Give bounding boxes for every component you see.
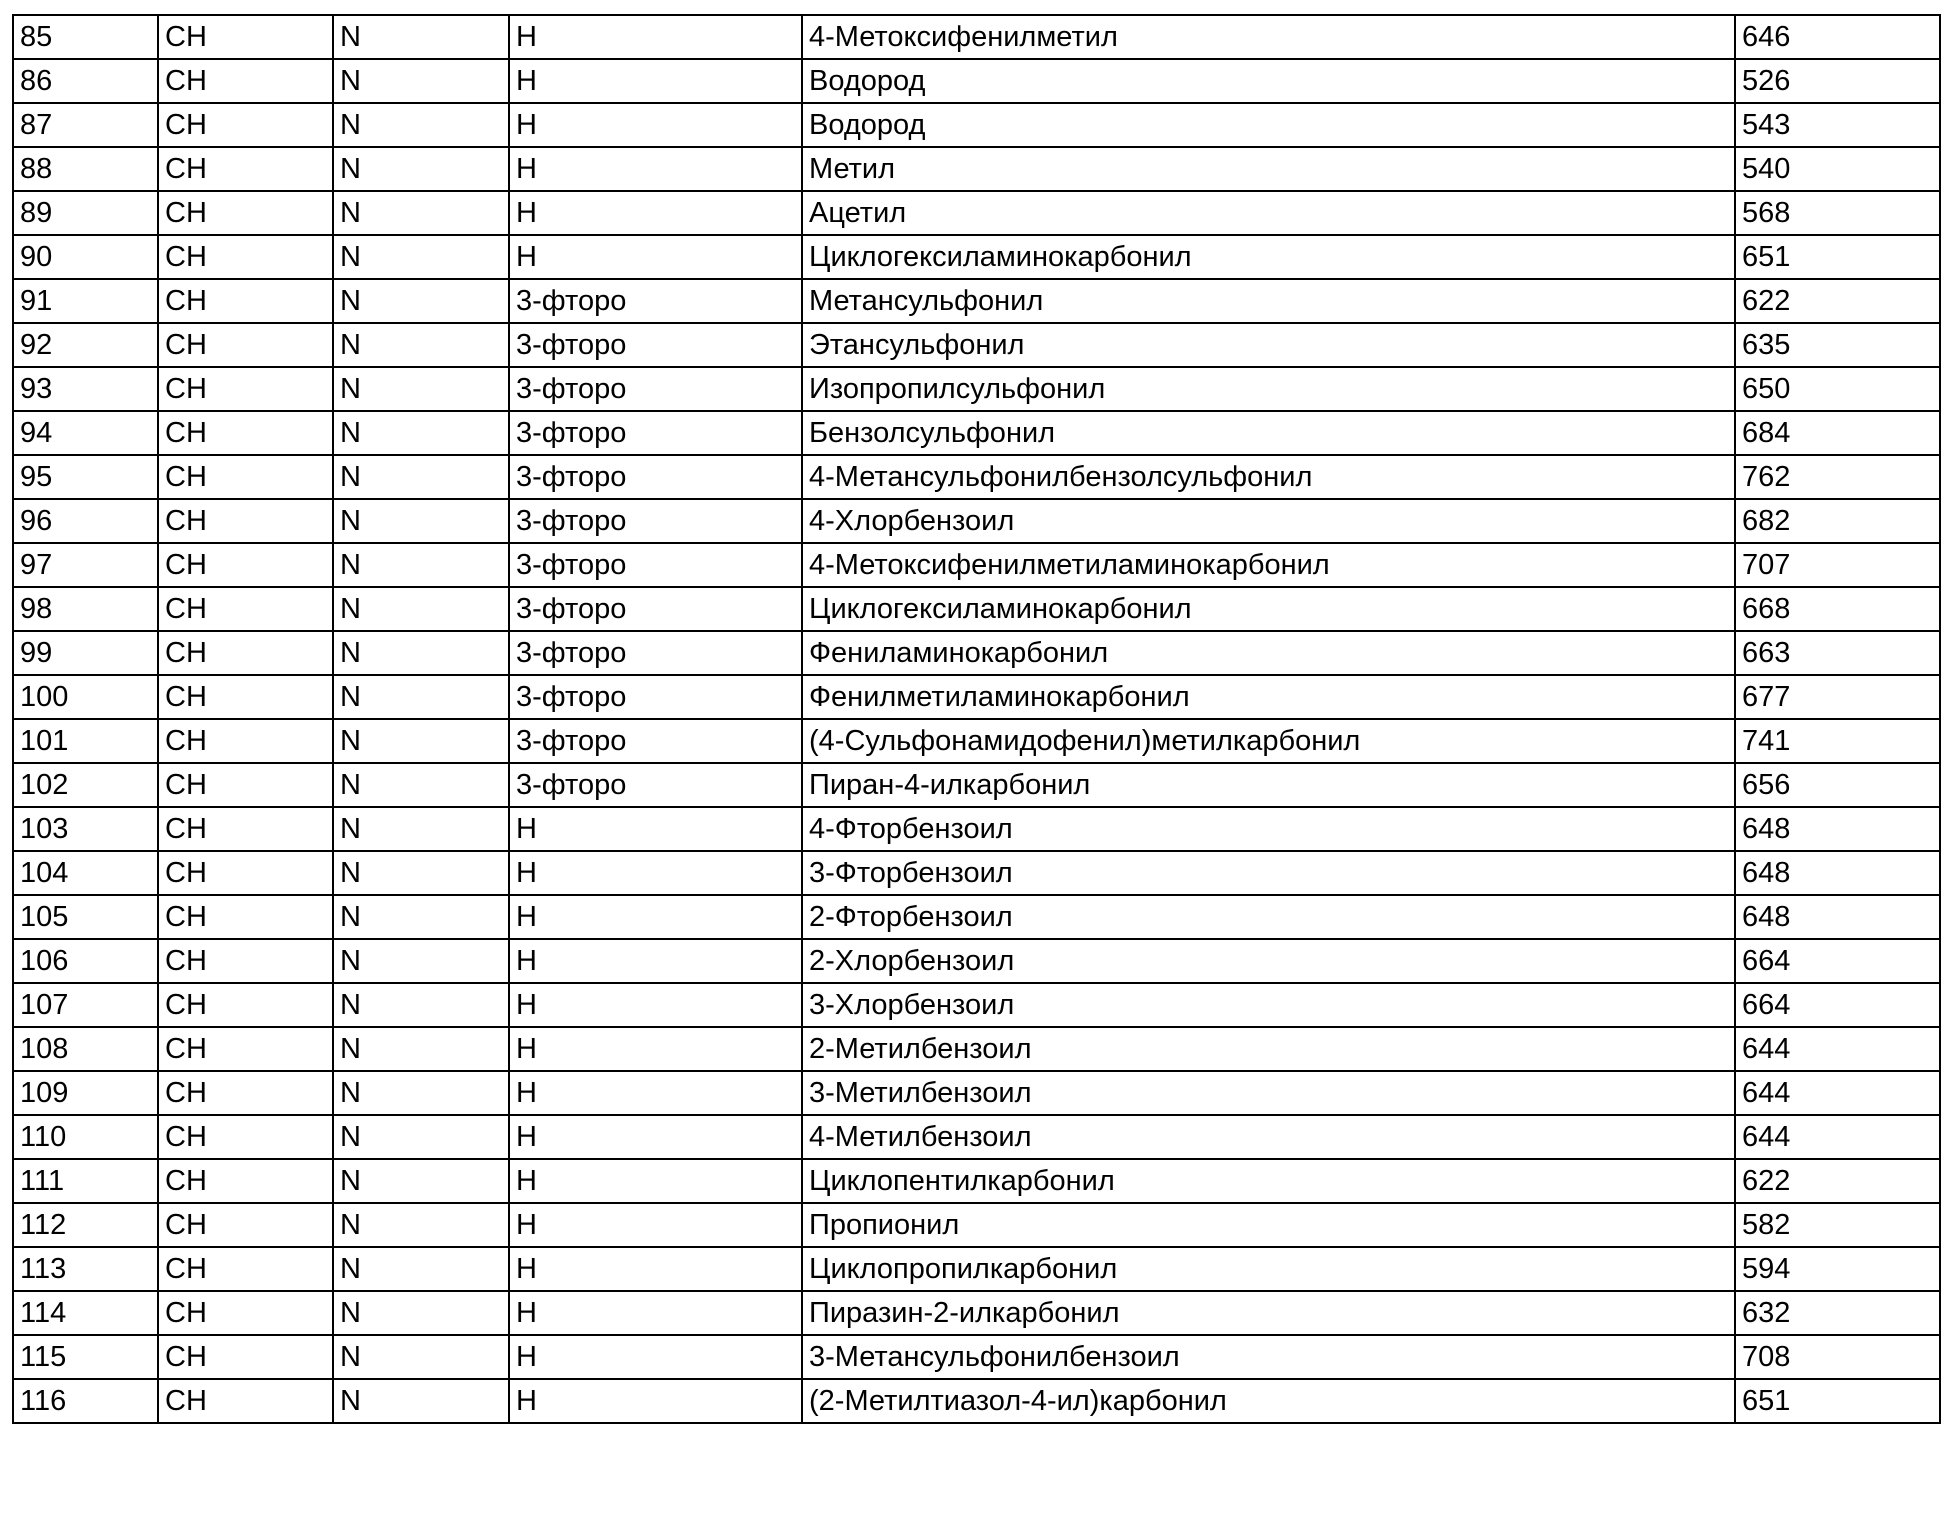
compound-number-cell: 89 — [13, 191, 158, 235]
compound-number-cell: 114 — [13, 1291, 158, 1335]
mass-value-cell: 568 — [1735, 191, 1940, 235]
substituent-r1-cell: H — [509, 851, 802, 895]
compound-number-cell: 97 — [13, 543, 158, 587]
table-row — [13, 279, 1940, 323]
compound-number-cell: 94 — [13, 411, 158, 455]
substituent-r2-cell: 2-Фторбензоил — [802, 895, 1735, 939]
position-y-cell: N — [333, 367, 509, 411]
substituent-r1-cell: H — [509, 1159, 802, 1203]
substituent-r2-cell: Циклопропилкарбонил — [802, 1247, 1735, 1291]
position-x-cell: CH — [158, 323, 333, 367]
substituent-r2-cell: Водород — [802, 103, 1735, 147]
position-x-cell: CH — [158, 807, 333, 851]
position-x-cell: CH — [158, 1379, 333, 1423]
position-x-cell: CH — [158, 983, 333, 1027]
position-x-cell: CH — [158, 675, 333, 719]
table-row — [13, 323, 1940, 367]
position-y-cell: N — [333, 323, 509, 367]
substituent-r1-cell: H — [509, 1115, 802, 1159]
mass-value-cell: 543 — [1735, 103, 1940, 147]
compound-number-cell: 111 — [13, 1159, 158, 1203]
position-y-cell: N — [333, 279, 509, 323]
mass-value-cell: 622 — [1735, 1159, 1940, 1203]
position-x-cell: CH — [158, 1027, 333, 1071]
position-y-cell: N — [333, 763, 509, 807]
substituent-r1-cell: 3-фторо — [509, 763, 802, 807]
mass-value-cell: 651 — [1735, 235, 1940, 279]
mass-value-cell: 594 — [1735, 1247, 1940, 1291]
position-x-cell: CH — [158, 499, 333, 543]
compound-number-cell: 91 — [13, 279, 158, 323]
position-y-cell: N — [333, 103, 509, 147]
substituent-r1-cell: H — [509, 147, 802, 191]
table-row — [13, 587, 1940, 631]
substituent-r1-cell: 3-фторо — [509, 499, 802, 543]
substituent-r2-cell: 2-Хлорбензоил — [802, 939, 1735, 983]
position-x-cell: CH — [158, 631, 333, 675]
table-row — [13, 15, 1940, 59]
mass-value-cell: 635 — [1735, 323, 1940, 367]
compound-number-cell: 85 — [13, 15, 158, 59]
table-row — [13, 1159, 1940, 1203]
position-y-cell: N — [333, 1071, 509, 1115]
mass-value-cell: 708 — [1735, 1335, 1940, 1379]
compound-number-cell: 93 — [13, 367, 158, 411]
compound-number-cell: 105 — [13, 895, 158, 939]
substituent-r1-cell: 3-фторо — [509, 719, 802, 763]
position-y-cell: N — [333, 1027, 509, 1071]
table-row — [13, 191, 1940, 235]
position-y-cell: N — [333, 895, 509, 939]
mass-value-cell: 656 — [1735, 763, 1940, 807]
table-row — [13, 807, 1940, 851]
compound-number-cell: 110 — [13, 1115, 158, 1159]
table-row — [13, 675, 1940, 719]
mass-value-cell: 644 — [1735, 1071, 1940, 1115]
position-x-cell: CH — [158, 1071, 333, 1115]
position-y-cell: N — [333, 1335, 509, 1379]
substituent-r1-cell: H — [509, 1203, 802, 1247]
mass-value-cell: 526 — [1735, 59, 1940, 103]
table-row — [13, 499, 1940, 543]
mass-value-cell: 644 — [1735, 1027, 1940, 1071]
compound-number-cell: 108 — [13, 1027, 158, 1071]
table-row — [13, 1247, 1940, 1291]
substituent-r2-cell: Пропионил — [802, 1203, 1735, 1247]
position-x-cell: CH — [158, 895, 333, 939]
substituent-r1-cell: 3-фторо — [509, 279, 802, 323]
mass-value-cell: 632 — [1735, 1291, 1940, 1335]
position-x-cell: CH — [158, 1247, 333, 1291]
position-x-cell: CH — [158, 147, 333, 191]
substituent-r1-cell: H — [509, 895, 802, 939]
substituent-r1-cell: H — [509, 191, 802, 235]
table-row — [13, 1071, 1940, 1115]
table-row — [13, 983, 1940, 1027]
position-y-cell: N — [333, 675, 509, 719]
mass-value-cell: 668 — [1735, 587, 1940, 631]
compound-number-cell: 96 — [13, 499, 158, 543]
table-row — [13, 103, 1940, 147]
substituent-r2-cell: Фениламинокарбонил — [802, 631, 1735, 675]
mass-value-cell: 648 — [1735, 807, 1940, 851]
substituent-r2-cell: 4-Метансульфонилбензолсульфонил — [802, 455, 1735, 499]
position-y-cell: N — [333, 1291, 509, 1335]
substituent-r1-cell: 3-фторо — [509, 543, 802, 587]
mass-value-cell: 651 — [1735, 1379, 1940, 1423]
substituent-r2-cell: Циклогексиламинокарбонил — [802, 235, 1735, 279]
position-y-cell: N — [333, 939, 509, 983]
position-x-cell: CH — [158, 191, 333, 235]
position-y-cell: N — [333, 1379, 509, 1423]
mass-value-cell: 682 — [1735, 499, 1940, 543]
position-x-cell: CH — [158, 1203, 333, 1247]
table-row — [13, 1379, 1940, 1423]
mass-value-cell: 622 — [1735, 279, 1940, 323]
position-y-cell: N — [333, 807, 509, 851]
position-y-cell: N — [333, 191, 509, 235]
substituent-r1-cell: H — [509, 1247, 802, 1291]
mass-value-cell: 762 — [1735, 455, 1940, 499]
position-x-cell: CH — [158, 59, 333, 103]
mass-value-cell: 582 — [1735, 1203, 1940, 1247]
compound-number-cell: 113 — [13, 1247, 158, 1291]
table-row — [13, 59, 1940, 103]
mass-value-cell: 646 — [1735, 15, 1940, 59]
position-x-cell: CH — [158, 587, 333, 631]
substituent-r2-cell: Фенилметиламинокарбонил — [802, 675, 1735, 719]
table-row — [13, 147, 1940, 191]
substituent-r2-cell: 4-Метоксифенилметиламинокарбонил — [802, 543, 1735, 587]
substituent-r2-cell: Ацетил — [802, 191, 1735, 235]
substituent-r2-cell: Водород — [802, 59, 1735, 103]
substituent-r2-cell: Пиразин-2-илкарбонил — [802, 1291, 1735, 1335]
position-x-cell: CH — [158, 1115, 333, 1159]
compound-number-cell: 86 — [13, 59, 158, 103]
compound-number-cell: 116 — [13, 1379, 158, 1423]
position-x-cell: CH — [158, 279, 333, 323]
position-y-cell: N — [333, 719, 509, 763]
position-x-cell: CH — [158, 367, 333, 411]
table-row — [13, 1203, 1940, 1247]
substituent-r1-cell: 3-фторо — [509, 675, 802, 719]
table-row — [13, 367, 1940, 411]
table-row — [13, 235, 1940, 279]
substituent-r2-cell: Этансульфонил — [802, 323, 1735, 367]
substituent-r2-cell: 3-Хлорбензоил — [802, 983, 1735, 1027]
position-y-cell: N — [333, 631, 509, 675]
substituent-r2-cell: Бензолсульфонил — [802, 411, 1735, 455]
mass-value-cell: 648 — [1735, 895, 1940, 939]
position-x-cell: CH — [158, 455, 333, 499]
substituent-r2-cell: (4-Сульфонамидофенил)метилкарбонил — [802, 719, 1735, 763]
substituent-r2-cell: 3-Метансульфонилбензоил — [802, 1335, 1735, 1379]
position-y-cell: N — [333, 983, 509, 1027]
position-x-cell: CH — [158, 15, 333, 59]
substituent-r1-cell: H — [509, 103, 802, 147]
substituent-r1-cell: 3-фторо — [509, 367, 802, 411]
mass-value-cell: 648 — [1735, 851, 1940, 895]
mass-value-cell: 644 — [1735, 1115, 1940, 1159]
table-row — [13, 455, 1940, 499]
table-row — [13, 1291, 1940, 1335]
substituent-r1-cell: 3-фторо — [509, 455, 802, 499]
substituent-r1-cell: H — [509, 1379, 802, 1423]
mass-value-cell: 540 — [1735, 147, 1940, 191]
substituent-r2-cell: (2-Метилтиазол-4-ил)карбонил — [802, 1379, 1735, 1423]
position-x-cell: CH — [158, 851, 333, 895]
position-y-cell: N — [333, 1159, 509, 1203]
compound-table-body — [13, 15, 1940, 1423]
position-y-cell: N — [333, 543, 509, 587]
substituent-r1-cell: H — [509, 59, 802, 103]
substituent-r1-cell: H — [509, 1291, 802, 1335]
substituent-r1-cell: H — [509, 1335, 802, 1379]
mass-value-cell: 707 — [1735, 543, 1940, 587]
substituent-r1-cell: H — [509, 15, 802, 59]
substituent-r1-cell: H — [509, 983, 802, 1027]
mass-value-cell: 664 — [1735, 983, 1940, 1027]
substituent-r2-cell: Циклогексиламинокарбонил — [802, 587, 1735, 631]
compound-number-cell: 102 — [13, 763, 158, 807]
position-y-cell: N — [333, 1247, 509, 1291]
position-x-cell: CH — [158, 939, 333, 983]
substituent-r2-cell: 2-Метилбензоил — [802, 1027, 1735, 1071]
mass-value-cell: 677 — [1735, 675, 1940, 719]
position-x-cell: CH — [158, 543, 333, 587]
compound-number-cell: 115 — [13, 1335, 158, 1379]
compound-number-cell: 107 — [13, 983, 158, 1027]
table-row — [13, 851, 1940, 895]
position-y-cell: N — [333, 499, 509, 543]
substituent-r1-cell: 3-фторо — [509, 411, 802, 455]
position-y-cell: N — [333, 15, 509, 59]
mass-value-cell: 684 — [1735, 411, 1940, 455]
compound-number-cell: 101 — [13, 719, 158, 763]
position-x-cell: CH — [158, 235, 333, 279]
position-x-cell: CH — [158, 763, 333, 807]
position-x-cell: CH — [158, 1159, 333, 1203]
mass-value-cell: 650 — [1735, 367, 1940, 411]
substituent-r2-cell: 4-Метоксифенилметил — [802, 15, 1735, 59]
table-row — [13, 939, 1940, 983]
position-y-cell: N — [333, 59, 509, 103]
compound-table — [12, 14, 1941, 1424]
table-row — [13, 895, 1940, 939]
substituent-r2-cell: 3-Метилбензоил — [802, 1071, 1735, 1115]
substituent-r2-cell: 4-Метилбензоил — [802, 1115, 1735, 1159]
compound-number-cell: 95 — [13, 455, 158, 499]
mass-value-cell: 663 — [1735, 631, 1940, 675]
mass-value-cell: 664 — [1735, 939, 1940, 983]
compound-number-cell: 104 — [13, 851, 158, 895]
table-row — [13, 1027, 1940, 1071]
compound-number-cell: 103 — [13, 807, 158, 851]
mass-value-cell: 741 — [1735, 719, 1940, 763]
substituent-r2-cell: Циклопентилкарбонил — [802, 1159, 1735, 1203]
position-y-cell: N — [333, 1203, 509, 1247]
position-x-cell: CH — [158, 719, 333, 763]
table-row — [13, 719, 1940, 763]
substituent-r1-cell: 3-фторо — [509, 587, 802, 631]
compound-number-cell: 92 — [13, 323, 158, 367]
compound-number-cell: 90 — [13, 235, 158, 279]
compound-number-cell: 87 — [13, 103, 158, 147]
compound-number-cell: 100 — [13, 675, 158, 719]
substituent-r1-cell: H — [509, 1071, 802, 1115]
table-row — [13, 631, 1940, 675]
substituent-r1-cell: H — [509, 235, 802, 279]
substituent-r1-cell: H — [509, 939, 802, 983]
compound-number-cell: 112 — [13, 1203, 158, 1247]
compound-number-cell: 99 — [13, 631, 158, 675]
substituent-r2-cell: 4-Хлорбензоил — [802, 499, 1735, 543]
substituent-r2-cell: 3-Фторбензоил — [802, 851, 1735, 895]
position-y-cell: N — [333, 235, 509, 279]
position-y-cell: N — [333, 147, 509, 191]
position-y-cell: N — [333, 1115, 509, 1159]
table-row — [13, 763, 1940, 807]
table-row — [13, 1115, 1940, 1159]
position-y-cell: N — [333, 455, 509, 499]
table-row — [13, 543, 1940, 587]
substituent-r2-cell: Пиран-4-илкарбонил — [802, 763, 1735, 807]
position-y-cell: N — [333, 411, 509, 455]
position-x-cell: CH — [158, 103, 333, 147]
position-x-cell: CH — [158, 1291, 333, 1335]
compound-number-cell: 109 — [13, 1071, 158, 1115]
position-y-cell: N — [333, 587, 509, 631]
substituent-r1-cell: 3-фторо — [509, 323, 802, 367]
position-x-cell: CH — [158, 1335, 333, 1379]
table-row — [13, 1335, 1940, 1379]
substituent-r2-cell: Метансульфонил — [802, 279, 1735, 323]
position-y-cell: N — [333, 851, 509, 895]
compound-number-cell: 88 — [13, 147, 158, 191]
substituent-r2-cell: Изопропилсульфонил — [802, 367, 1735, 411]
substituent-r1-cell: H — [509, 807, 802, 851]
compound-number-cell: 106 — [13, 939, 158, 983]
position-x-cell: CH — [158, 411, 333, 455]
table-row — [13, 411, 1940, 455]
substituent-r1-cell: H — [509, 1027, 802, 1071]
substituent-r2-cell: 4-Фторбензоил — [802, 807, 1735, 851]
substituent-r2-cell: Метил — [802, 147, 1735, 191]
compound-number-cell: 98 — [13, 587, 158, 631]
substituent-r1-cell: 3-фторо — [509, 631, 802, 675]
